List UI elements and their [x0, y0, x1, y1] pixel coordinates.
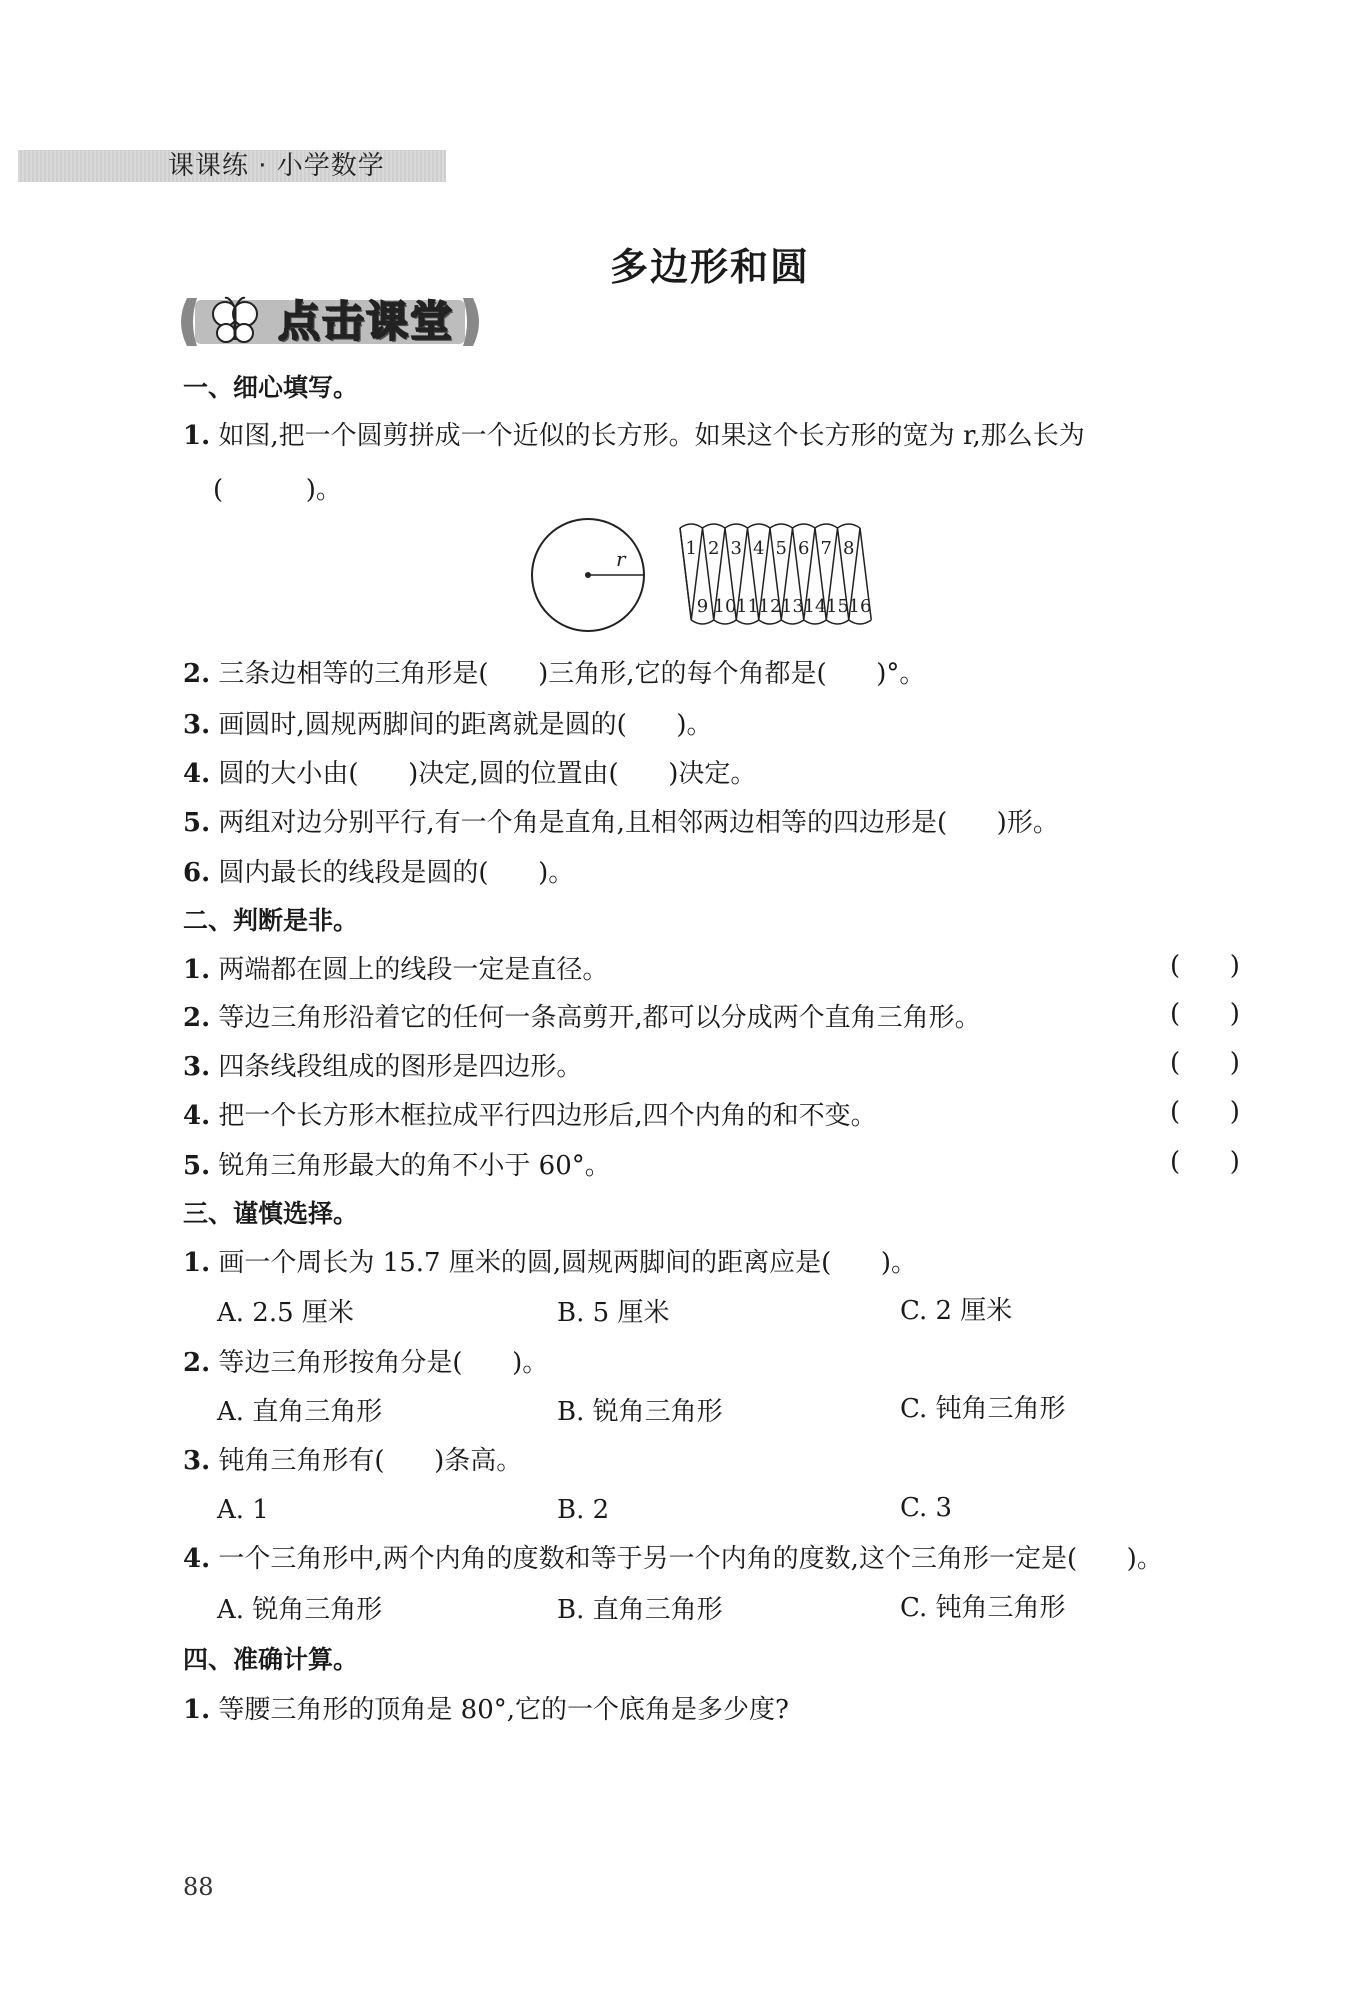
s2-q2	[183, 1000, 981, 1036]
sector-number-bottom: 16	[848, 596, 872, 617]
q-number: 3.	[183, 1052, 211, 1082]
judgement-bracket[interactable]: ( )	[1170, 951, 1240, 981]
sector-arc-bottom	[804, 620, 827, 624]
sector-arc-bottom	[759, 620, 782, 624]
header-label: 课课练 · 小学数学	[168, 151, 385, 181]
banner-label: 点击课堂	[278, 297, 455, 346]
q-text: 等边三角形按角分是( )。	[218, 1348, 549, 1378]
q-number: 6.	[183, 858, 211, 888]
q-number: 5.	[183, 808, 211, 838]
judgement-bracket[interactable]: ( )	[1170, 1147, 1240, 1177]
s2-q4	[183, 1098, 877, 1134]
q-number: 2.	[183, 659, 211, 689]
q-number: 3.	[183, 1446, 211, 1476]
sector-number-top: 5	[775, 538, 787, 559]
sector-arc-top	[770, 524, 793, 528]
q-text: 画圆时,圆规两脚间的距离就是圆的( )。	[218, 710, 713, 740]
q-text: 圆的大小由( )决定,圆的位置由( )决定。	[218, 759, 757, 789]
q-text: 圆内最长的线段是圆的( )。	[218, 858, 575, 888]
q-number: 4.	[183, 1544, 211, 1574]
radius-label: r	[616, 547, 626, 571]
sector-number-top: 8	[843, 538, 855, 559]
q-number: 5.	[183, 1151, 211, 1181]
q-number: 1.	[183, 955, 211, 985]
q-number: 4.	[183, 1101, 211, 1131]
section-2-heading: 二、判断是非。	[183, 906, 359, 935]
q-text: 等边三角形沿着它的任何一条高剪开,都可以分成两个直角三角形。	[218, 1003, 981, 1033]
q-number: 1.	[183, 1248, 211, 1278]
sector-number-top: 6	[798, 538, 810, 559]
sector-arc-bottom	[849, 620, 872, 624]
s3-q1-option-b[interactable]: B. 5 厘米	[557, 1298, 670, 1328]
q-text: 画一个周长为 15.7 厘米的圆,圆规两脚间的距离应是( )。	[218, 1248, 917, 1278]
sector-number-bottom: 13	[781, 596, 804, 617]
sector-arc-bottom	[826, 620, 849, 624]
s3-q4	[183, 1541, 1163, 1577]
page-title: 多边形和圆	[609, 245, 810, 289]
q-number: 2.	[183, 1003, 211, 1033]
q-text: 锐角三角形最大的角不小于 60°。	[218, 1151, 611, 1181]
sector-arc-top	[793, 524, 816, 528]
circle-rearrangement-figure	[530, 510, 940, 640]
sector-number-top: 4	[753, 538, 765, 559]
q-number: 1.	[183, 1695, 211, 1725]
section-4-heading: 四、准确计算。	[183, 1645, 359, 1674]
s1-q3	[183, 707, 713, 743]
judgement-bracket[interactable]: ( )	[1170, 1048, 1240, 1078]
s3-q4-option-b[interactable]: B. 直角三角形	[557, 1595, 723, 1625]
s3-q3-option-b[interactable]: B. 2	[557, 1495, 610, 1525]
s3-q4-option-c[interactable]: C. 钝角三角形	[900, 1593, 1066, 1623]
q-text: 钝角三角形有( )条高。	[218, 1446, 523, 1476]
sector-arc-top	[703, 524, 726, 528]
sector-arc-top	[680, 524, 703, 528]
q-number: 3.	[183, 710, 211, 740]
s3-q2	[183, 1345, 548, 1381]
sector-arc-top	[725, 524, 748, 528]
s1-q1	[183, 418, 1085, 454]
s1-q4	[183, 756, 756, 792]
sector-number-bottom: 11	[736, 596, 759, 617]
s1-q1-continuation: ( )。	[213, 475, 342, 505]
sector-number-bottom: 14	[803, 596, 827, 617]
section-3-heading: 三、谨慎选择。	[183, 1199, 359, 1228]
sector-number-top: 3	[730, 538, 742, 559]
q-number: 4.	[183, 759, 211, 789]
section-1-heading: 一、细心填写。	[183, 373, 359, 402]
s3-q2-option-a[interactable]: A. 直角三角形	[217, 1397, 383, 1427]
judgement-bracket[interactable]: ( )	[1170, 999, 1240, 1029]
q-text: 如图,把一个圆剪拼成一个近似的长方形。如果这个长方形的宽为 r,那么长为	[218, 421, 1085, 451]
q-number: 1.	[183, 421, 211, 451]
s3-q2-option-b[interactable]: B. 锐角三角形	[557, 1397, 723, 1427]
s3-q3	[183, 1443, 522, 1479]
s3-q3-option-a[interactable]: A. 1	[217, 1495, 269, 1525]
judgement-bracket[interactable]: ( )	[1170, 1097, 1240, 1127]
page-number: 88	[183, 1873, 214, 1901]
q-text: 等腰三角形的顶角是 80°,它的一个底角是多少度?	[218, 1695, 789, 1725]
sector-number-top: 1	[685, 538, 697, 559]
sector-number-top: 2	[708, 538, 720, 559]
s1-q2	[183, 656, 925, 692]
s4-q1	[183, 1692, 789, 1728]
sector-number-bottom: 15	[826, 596, 849, 617]
sector-arc-top	[748, 524, 771, 528]
sector-number-bottom: 10	[713, 596, 737, 617]
q-text: 两端都在圆上的线段一定是直径。	[218, 955, 609, 985]
sector-arc-bottom	[781, 620, 804, 624]
s3-q1-option-c[interactable]: C. 2 厘米	[900, 1296, 1013, 1326]
sector-number-bottom: 12	[758, 596, 782, 617]
q-text: 三条边相等的三角形是( )三角形,它的每个角都是( )°。	[218, 659, 926, 689]
sector-arc-bottom	[691, 620, 714, 624]
s3-q2-option-c[interactable]: C. 钝角三角形	[900, 1394, 1066, 1424]
s1-q5	[183, 805, 1059, 841]
sector-arc-top	[838, 524, 861, 528]
q-number: 2.	[183, 1348, 211, 1378]
q-text: 四条线段组成的图形是四边形。	[218, 1052, 583, 1082]
s3-q1-option-a[interactable]: A. 2.5 厘米	[217, 1298, 354, 1328]
q-text: 把一个长方形木框拉成平行四边形后,四个内角的和不变。	[218, 1101, 877, 1131]
s2-q3	[183, 1049, 582, 1085]
sector-number-bottom: 9	[696, 596, 709, 617]
s3-q4-option-a[interactable]: A. 锐角三角形	[217, 1595, 383, 1625]
banner-left-cap	[181, 298, 197, 346]
q-text: 一个三角形中,两个内角的度数和等于另一个内角的度数,这个三角形一定是( )。	[218, 1544, 1163, 1574]
s2-q1	[183, 952, 608, 988]
s3-q3-option-c[interactable]: C. 3	[900, 1493, 953, 1523]
q-text: 两组对边分别平行,有一个角是直角,且相邻两边相等的四边形是( )形。	[218, 808, 1059, 838]
s3-q1	[183, 1245, 917, 1281]
s2-q5	[183, 1148, 611, 1184]
banner-right-cap	[463, 298, 479, 346]
sector-number-top: 7	[820, 538, 832, 559]
sector-arc-bottom	[736, 620, 759, 624]
sector-arc-top	[815, 524, 838, 528]
s1-q6	[183, 855, 574, 891]
sector-arc-bottom	[714, 620, 737, 624]
